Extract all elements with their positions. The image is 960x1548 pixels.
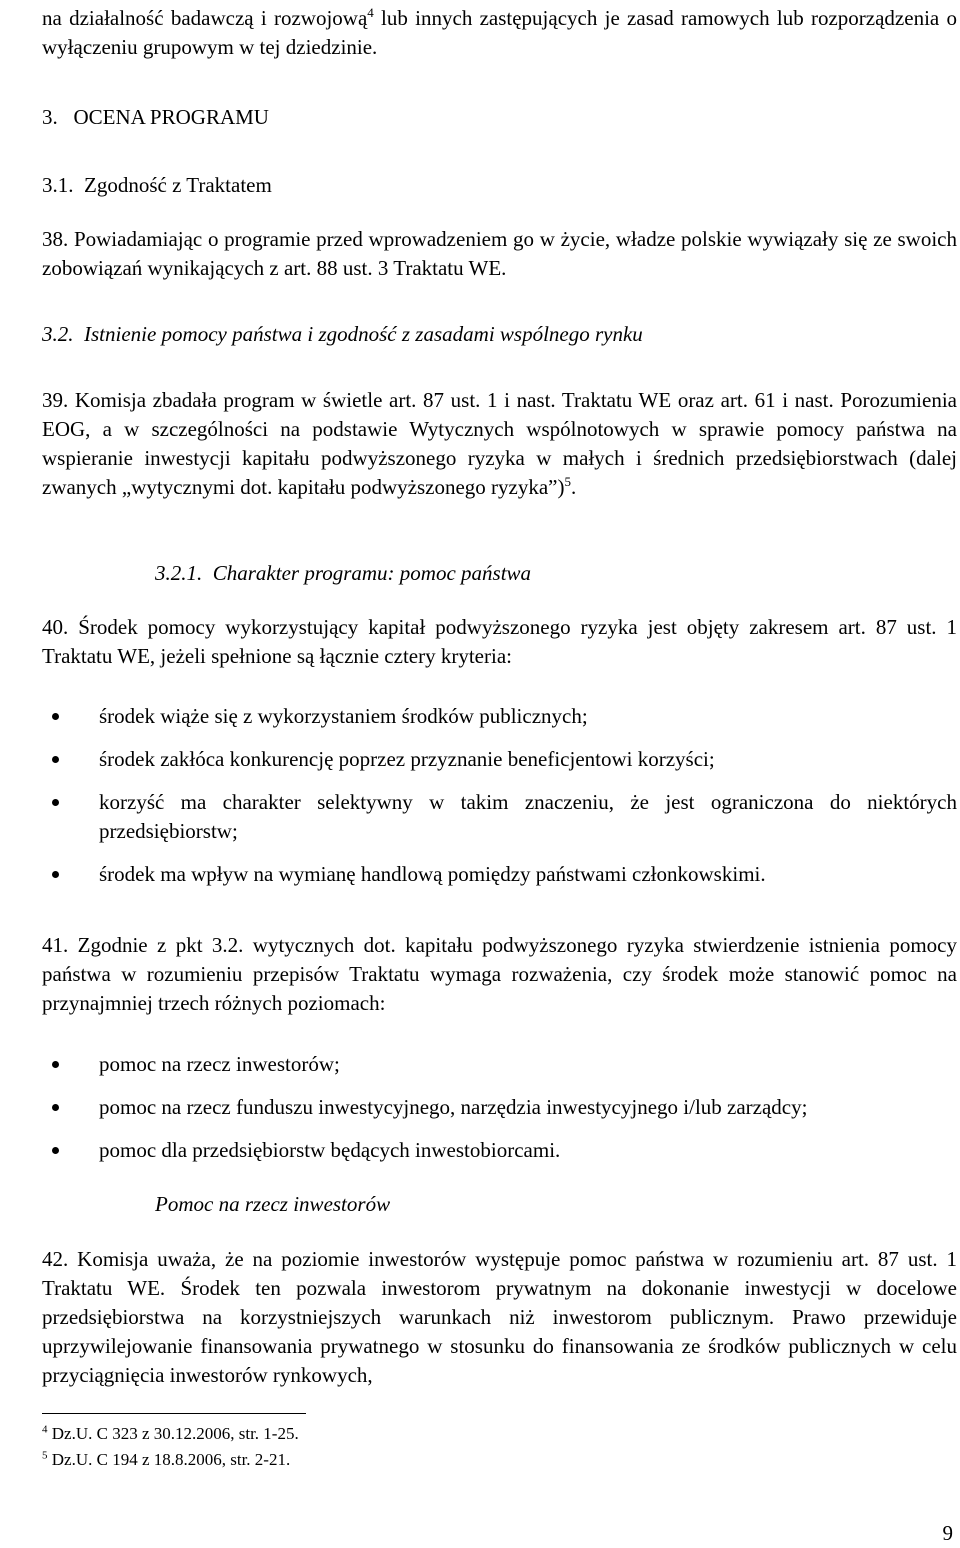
footnote-4	[42, 1423, 299, 1445]
intro-text-a: na działalność badawczą i rozwojową	[42, 6, 368, 30]
subheading-investors: Pomoc na rzecz inwestorów	[155, 1192, 391, 1216]
list-item-text: środek zakłóca konkurencję poprzez przyznanie beneficjentowi korzyści;	[99, 747, 715, 771]
bullet-icon	[52, 1147, 59, 1154]
paragraph-38: 38. Powiadamiając o programie przed wprowadzeniem go w życie, władze polskie wywiązały się ze swoich zobowiązań wynikających z art. 88 ust. 3 Traktatu WE.	[42, 227, 957, 280]
section-heading-3-1: 3.1. Zgodność z Traktatem	[42, 173, 272, 197]
intro-paragraph	[42, 4, 957, 62]
bullet-icon	[52, 713, 59, 720]
paragraph-39-text: 39. Komisja zbadała program w świetle art. 87 ust. 1 i nast. Traktatu WE oraz art. 61 i nast. Porozumienia EOG, a w szczególności na podstawie Wytycznych wspólnotowych w sprawie pomocy państwa na wspieranie inwestycji kapitału podwyższonego ryzyka w małych i średnich przedsiębiorstwach (dalej zwanych „wytycznymi dot. kapitału podwyższonego ryzyka”)	[42, 388, 957, 499]
intro-text-b: lub innych zastępujących je zasad ramowych lub rozporządzenia o wyłączeniu grupowym w tej dziedzinie.	[42, 6, 957, 59]
footnote-5	[42, 1449, 290, 1471]
footnote-divider	[42, 1413, 306, 1414]
paragraph-40: 40. Środek pomocy wykorzystujący kapitał podwyższonego ryzyka jest objęty zakresem art. 87 ust. 1 Traktatu WE, jeżeli spełnione są łącznie cztery kryteria:	[42, 615, 957, 668]
footnote-ref-5[interactable]: 5	[564, 474, 571, 489]
page-number: 9	[942, 1521, 953, 1545]
list-item-text: środek ma wpływ na wymianę handlową pomiędzy państwami członkowskimi.	[99, 862, 766, 886]
bullet-icon	[52, 1104, 59, 1111]
section-heading-3: 3. OCENA PROGRAMU	[42, 105, 269, 129]
list-item-text: korzyść ma charakter selektywny w takim znaczeniu, że jest ograniczona do niektórych przedsiębiorstw;	[99, 790, 957, 843]
paragraph-41: 41. Zgodnie z pkt 3.2. wytycznych dot. kapitału podwyższonego ryzyka stwierdzenie istnienia pomocy państwa w rozumieniu przepisów Traktatu wymaga rozważenia, czy środek może stanowić pomoc na przynajmniej trzech różnych poziomach:	[42, 933, 957, 1015]
list-item-text: pomoc dla przedsiębiorstw będących inwestobiorcami.	[99, 1138, 561, 1162]
footnote-number: 5	[42, 1449, 48, 1462]
paragraph-42: 42. Komisja uważa, że na poziomie inwestorów występuje pomoc państwa w rozumieniu art. 87 ust. 1 Traktatu WE. Środek ten pozwala inwestorom prywatnym na dokonanie inwestycji w docelowe przedsiębiorstwa na korzystniejszych warunkach niż inwestorom publicznym. Prawo przewiduje uprzywilejowanie finansowania prywatnego w stosunku do finansowania ze środków publicznych w celu przyciągnięcia inwestorów rynkowych,	[42, 1247, 957, 1387]
footnote-ref-4[interactable]: 4	[367, 5, 374, 20]
footnote-text: Dz.U. C 323 z 30.12.2006, str. 1-25.	[47, 1424, 299, 1443]
bullet-icon	[52, 799, 59, 806]
section-heading-3-2-1: 3.2.1. Charakter programu: pomoc państwa	[155, 561, 532, 585]
list-item-text: pomoc na rzecz funduszu inwestycyjnego, narzędzia inwestycyjnego i/lub zarządcy;	[99, 1095, 808, 1119]
paragraph-39-end: .	[571, 475, 577, 499]
list-item-text: pomoc na rzecz inwestorów;	[99, 1052, 340, 1076]
list-item-text: środek wiąże się z wykorzystaniem środków publicznych;	[99, 704, 588, 728]
bullet-icon	[52, 756, 59, 763]
footnote-number: 4	[42, 1423, 48, 1436]
bullet-icon	[52, 1061, 59, 1068]
footnote-text: Dz.U. C 194 z 18.8.2006, str. 2-21.	[47, 1450, 291, 1469]
document-page	[42, 0, 957, 1545]
bullet-icon	[52, 871, 59, 878]
section-heading-3-2: 3.2. Istnienie pomocy państwa i zgodność z zasadami wspólnego rynku	[42, 322, 643, 346]
paragraph-39	[42, 386, 957, 502]
